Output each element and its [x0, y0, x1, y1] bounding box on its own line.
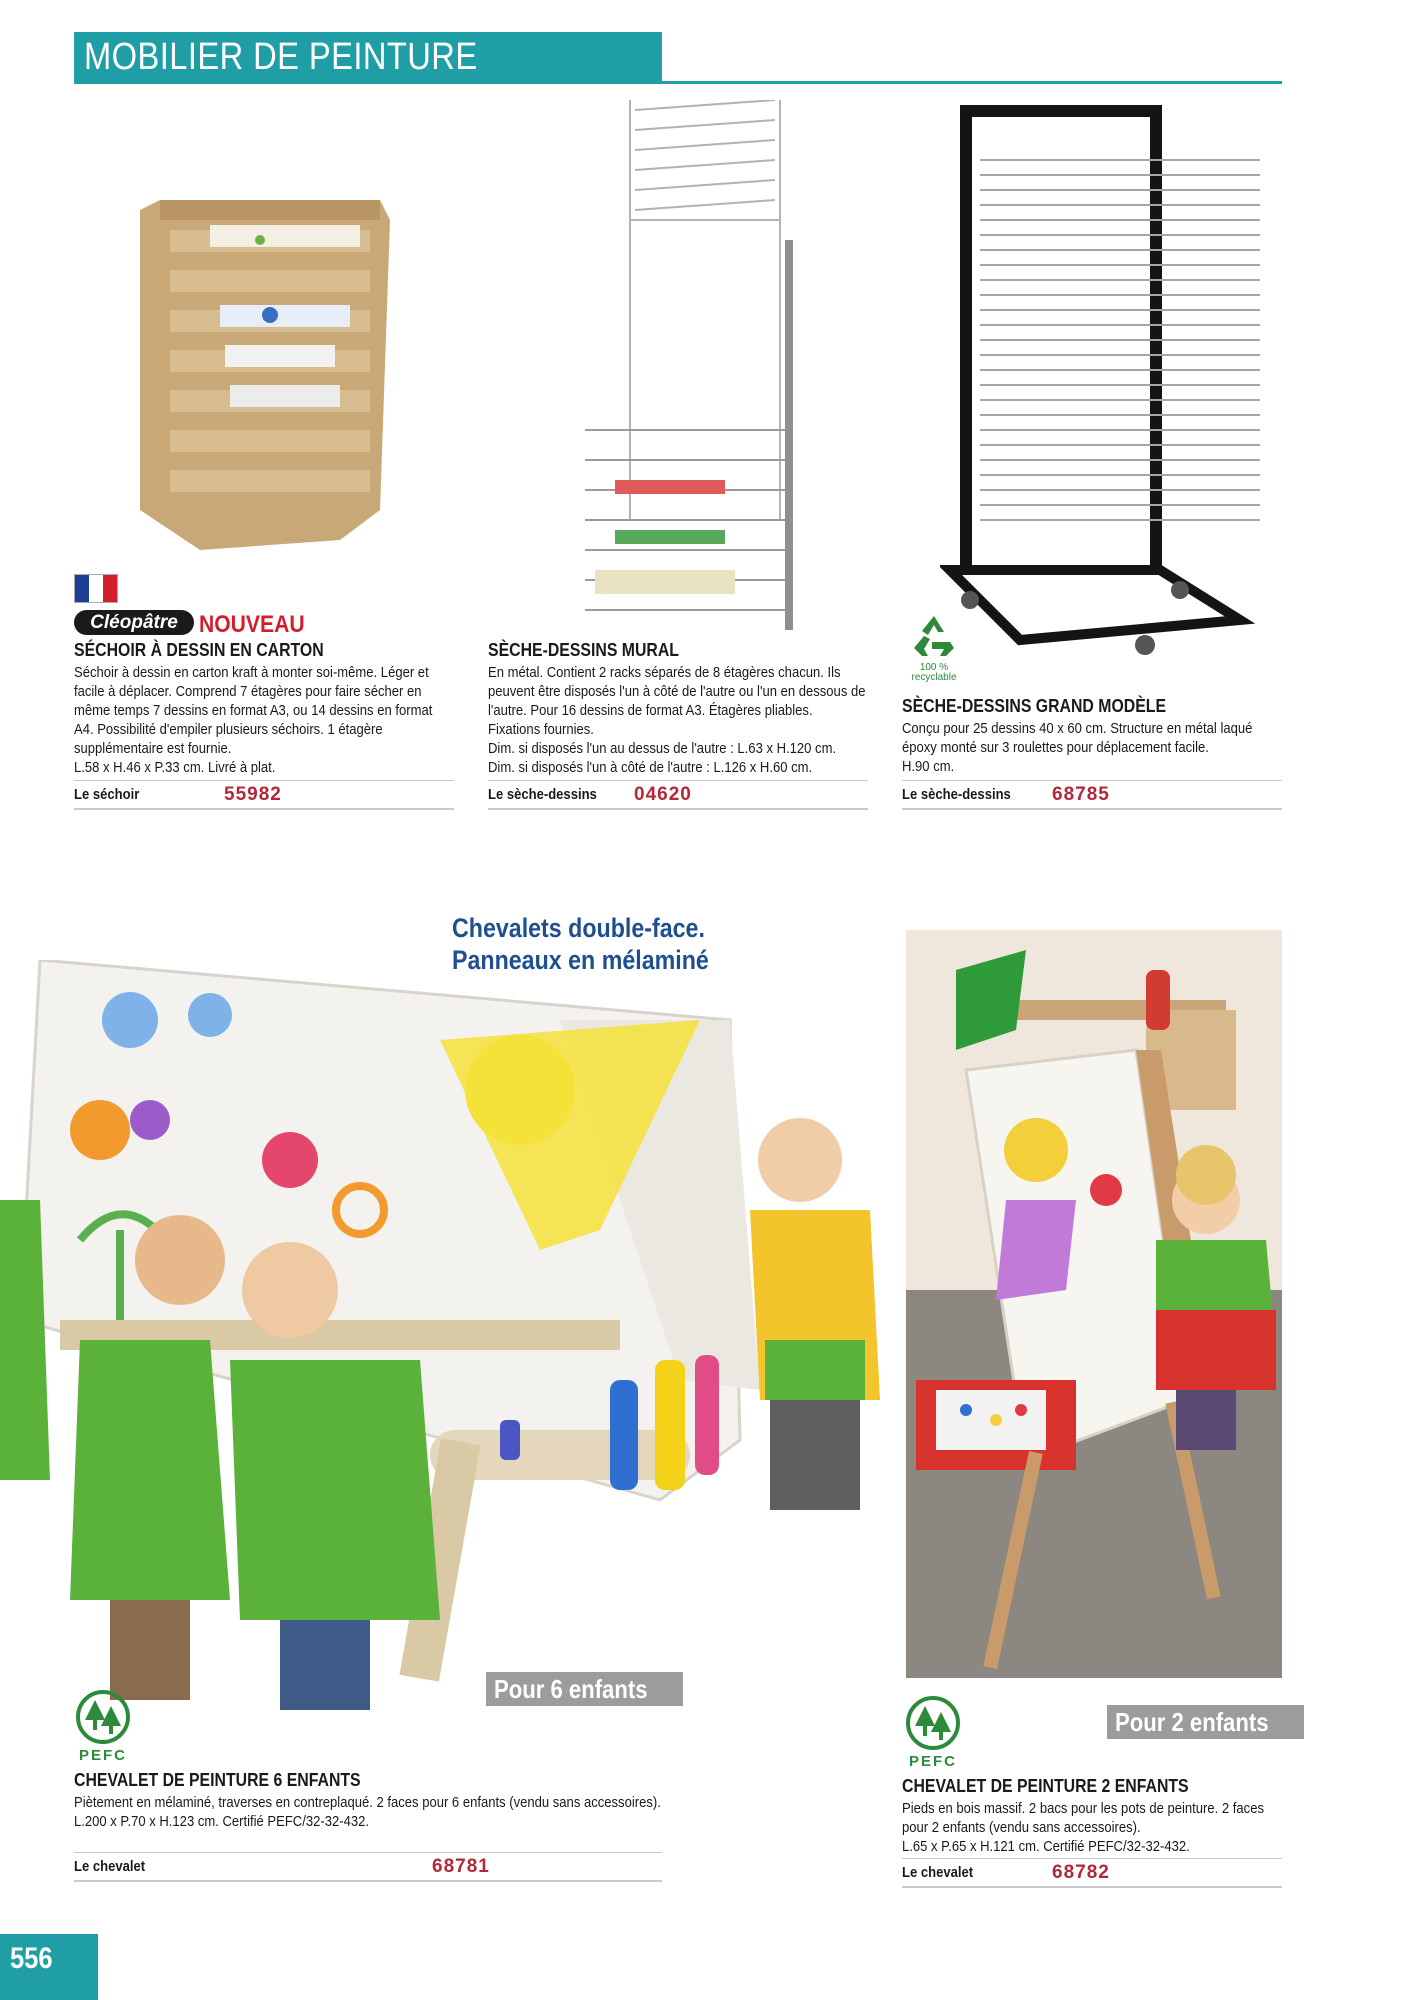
product-title: CHEVALET DE PEINTURE 6 ENFANTS — [74, 1770, 361, 1790]
product-sechoir-carton — [74, 640, 454, 810]
product-ref[interactable]: 68781 — [432, 1856, 490, 1877]
recycle-logo — [906, 614, 962, 686]
easel-6-children-image — [0, 960, 880, 1720]
french-flag — [74, 574, 118, 603]
page-title: MOBILIER DE PEINTURE — [84, 36, 478, 78]
flag-blue — [75, 575, 89, 602]
flag-red — [103, 575, 117, 602]
product-dimensions: Dim. si disposés l'un au dessus de l'autre : L.63 x H.120 cm. — [488, 741, 837, 757]
product-description: Séchoir à dessin en carton kraft à monter soi-même. Léger et facile à déplacer. Comprend 7 étagères pour faire sécher en même temps 7 dessins en format A3, ou 14 dessins en format A4. Possibilité d'empiler plusieurs séchoirs. 1 étagère supplémentaire est fournie. — [74, 665, 433, 757]
product-dimensions: L.58 x H.46 x P.33 cm. Livré à plat. — [74, 760, 276, 776]
recycle-icon — [910, 614, 958, 658]
price-row — [74, 1852, 662, 1882]
pefc-label: PEFC — [908, 1753, 957, 1770]
recycle-label-line1: 100 % — [919, 662, 949, 673]
pefc-label: PEFC — [78, 1747, 127, 1764]
product-ref[interactable]: 55982 — [224, 784, 282, 805]
product-title: SÈCHE-DESSINS GRAND MODÈLE — [902, 696, 1167, 716]
recycle-label-line2: recyclable — [911, 672, 957, 683]
mobile-rack-image — [940, 100, 1270, 670]
cardboard-rack-image — [130, 180, 400, 550]
badge-6-children — [486, 1672, 683, 1706]
price-row — [74, 780, 454, 810]
product-dimensions: H.90 cm. — [902, 759, 955, 775]
product-chevalet-2 — [902, 1776, 1282, 1896]
price-label: Le sèche-dessins — [488, 787, 597, 803]
product-dimensions: L.65 x P.65 x H.121 cm. Certifié PEFC/32-32-432. — [902, 1839, 1190, 1855]
badge-text: Pour 2 enfants — [1115, 1707, 1269, 1737]
wall-rack-image — [555, 100, 815, 640]
price-label: Le sèche-dessins — [902, 787, 1011, 803]
badge-text: Pour 6 enfants — [494, 1674, 648, 1704]
product-description: En métal. Contient 2 racks séparés de 8 étagères chacun. Ils peuvent être disposés l'un à côté de l'autre ou l'un en dessous de l'autre. Pour 16 dessins de format A3. Étagères pliables. Fixations fournies. — [488, 665, 866, 738]
header-rule — [662, 81, 1282, 84]
flag-white — [89, 575, 103, 602]
product-title: SÈCHE-DESSINS MURAL — [488, 640, 679, 660]
pefc-logo — [72, 1690, 134, 1770]
price-label: Le séchoir — [74, 787, 140, 803]
price-label: Le chevalet — [902, 1865, 974, 1881]
page-number: 556 — [10, 1942, 53, 1975]
price-label: Le chevalet — [74, 1859, 146, 1875]
caption-line-2: Panneaux en mélaminé — [452, 945, 709, 975]
caption-line-1: Chevalets double-face. — [452, 913, 705, 943]
price-row — [902, 1858, 1282, 1888]
price-row — [488, 780, 868, 810]
price-row — [902, 780, 1282, 810]
new-label: NOUVEAU — [199, 611, 305, 638]
pefc-tree-icon — [75, 1690, 131, 1744]
product-ref[interactable]: 04620 — [634, 784, 692, 805]
product-description: Conçu pour 25 dessins 40 x 60 cm. Structure en métal laqué époxy monté sur 3 roulettes pour déplacement facile. — [902, 721, 1253, 756]
product-seche-dessins-grand — [902, 696, 1282, 810]
product-description: Pieds en bois massif. 2 bacs pour les pots de peinture. 2 faces pour 2 enfants (vendu sans accessoires). — [902, 1801, 1264, 1836]
product-dimensions-2: Dim. si disposés l'un à côté de l'autre : L.126 x H.60 cm. — [488, 760, 813, 776]
product-title: CHEVALET DE PEINTURE 2 ENFANTS — [902, 1776, 1189, 1796]
product-ref[interactable]: 68782 — [1052, 1862, 1110, 1883]
pefc-logo — [902, 1696, 964, 1776]
product-dimensions: L.200 x P.70 x H.123 cm. Certifié PEFC/32-32-432. — [74, 1814, 369, 1830]
easel-2-children-image — [906, 930, 1282, 1678]
cleopatre-logo: Cléopâtre — [74, 610, 194, 635]
pefc-tree-icon — [905, 1696, 961, 1750]
badge-2-children — [1107, 1705, 1304, 1739]
product-seche-dessins-mural — [488, 640, 868, 810]
product-ref[interactable]: 68785 — [1052, 784, 1110, 805]
product-chevalet-6 — [74, 1770, 662, 1890]
product-title: SÉCHOIR À DESSIN EN CARTON — [74, 640, 324, 660]
product-description: Piètement en mélaminé, traverses en contreplaqué. 2 faces pour 6 enfants (vendu sans accessoires). — [74, 1795, 661, 1811]
